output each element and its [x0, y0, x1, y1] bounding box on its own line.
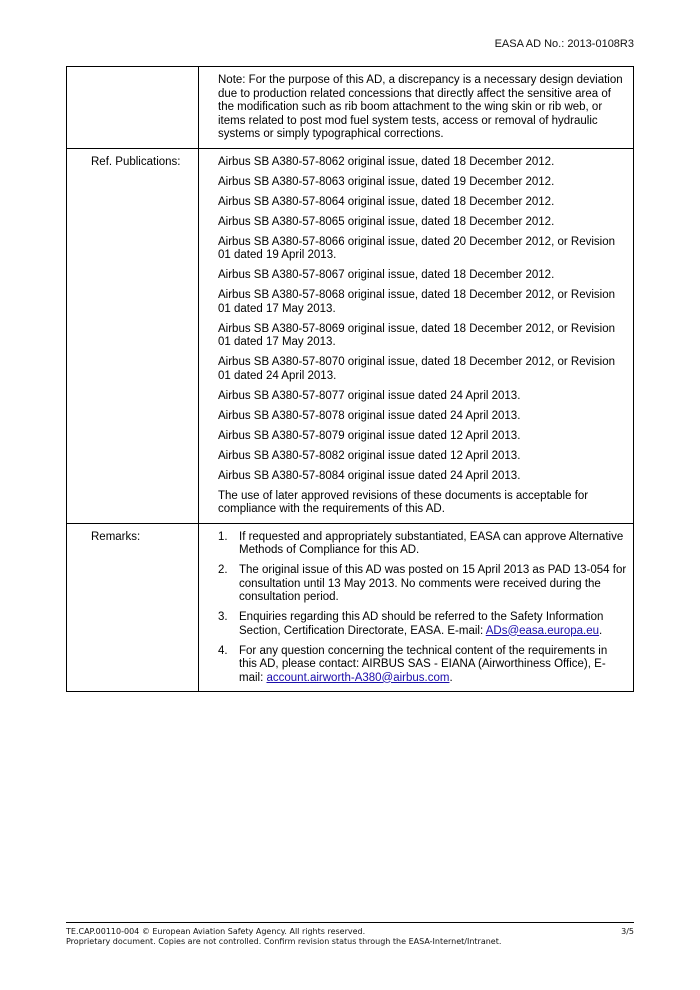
remark-text-container	[239, 611, 627, 638]
footer-divider	[66, 922, 634, 923]
remark-text: For any question concerning the technical content of the requirements in this AD, please contact: AIRBUS SAS - EIANA (Airworthiness Office), E-mail:	[239, 644, 608, 684]
page-footer	[66, 927, 634, 947]
ref-publications-cell	[199, 148, 634, 523]
publication-item: Airbus SB A380-57-8079 original issue dated 12 April 2013.	[218, 429, 521, 442]
publication-item: Airbus SB A380-57-8067 original issue, dated 18 December 2012.	[218, 269, 555, 281]
publication-item: Airbus SB A380-57-8063 original issue, dated 19 December 2012.	[218, 175, 555, 188]
note-row	[67, 67, 634, 149]
footer-copyright: TE.CAP.00110-004 © European Aviation Safety Agency. All rights reserved.	[66, 927, 366, 936]
page-number: 3/5	[621, 927, 634, 936]
publication-item: Airbus SB A380-57-8070 original issue, dated 18 December 2012, or Revision 01 dated 24 April 2013.	[218, 356, 615, 382]
note-text: Note: For the purpose of this AD, a discrepancy is a necessary design deviation due to production related concessions that directly affect the sensitive area of the modification such as rib boom attachment to the wing skin or rib web, or items related to post mod fuel system tests, access or removal of hydraulic systems or simply typographical corrections.	[218, 74, 623, 140]
publication-item: Airbus SB A380-57-8084 original issue dated 24 April 2013.	[218, 469, 521, 482]
publication-item: Airbus SB A380-57-8065 original issue, dated 18 December 2012.	[218, 215, 555, 228]
footer-disclaimer: Proprietary document. Copies are not controlled. Confirm revision status through the EASA-Internet/Intranet.	[66, 937, 502, 946]
ad-table	[66, 66, 634, 692]
remarks-list	[218, 531, 627, 686]
remark-text: Enquiries regarding this AD should be referred to the Safety Information Section, Certification Directorate, EASA. E-mail:	[239, 611, 604, 637]
publication-item: Airbus SB A380-57-8068 original issue, dated 18 December 2012, or Revision 01 dated 17 May 2013.	[218, 289, 615, 315]
remark-text-container	[239, 645, 627, 686]
remarks-cell	[199, 523, 634, 692]
publication-item: Airbus SB A380-57-8077 original issue dated 24 April 2013.	[218, 389, 521, 402]
airbus-email-link[interactable]: account.airworth-A380@airbus.com	[266, 671, 450, 684]
publication-item: Airbus SB A380-57-8062 original issue, dated 18 December 2012.	[218, 155, 555, 168]
remark-item	[218, 611, 627, 638]
publication-item: Airbus SB A380-57-8078 original issue dated 24 April 2013.	[218, 409, 521, 422]
footer-row	[66, 927, 634, 937]
publication-item: Airbus SB A380-57-8064 original issue, dated 18 December 2012.	[218, 195, 555, 208]
publication-item: Airbus SB A380-57-8082 original issue dated 12 April 2013.	[218, 449, 521, 462]
ref-publications-row	[67, 148, 634, 523]
ref-publications-label: Ref. Publications:	[67, 148, 199, 523]
remark-number: 2.	[218, 564, 228, 576]
publication-item: Airbus SB A380-57-8066 original issue, dated 20 December 2012, or Revision 01 dated 19 April 2013.	[218, 235, 615, 261]
remark-text: The original issue of this AD was posted on 15 April 2013 as PAD 13-054 for consultation until 13 May 2013. No comments were received during the consultation period.	[239, 564, 627, 603]
publication-closing: The use of later approved revisions of these documents is acceptable for compliance with the requirements of this AD.	[218, 489, 589, 515]
easa-email-link[interactable]: ADs@easa.europa.eu	[485, 624, 600, 637]
remark-item	[218, 645, 627, 686]
note-label-cell	[67, 67, 199, 149]
remark-number: 4.	[218, 644, 228, 657]
remark-item	[218, 531, 627, 558]
publication-item: Airbus SB A380-57-8069 original issue, dated 18 December 2012, or Revision 01 dated 17 May 2013.	[218, 322, 615, 348]
remark-text: If requested and appropriately substantiated, EASA can approve Alternative Methods of Compliance for this AD.	[239, 530, 624, 556]
remark-text-end: .	[449, 671, 453, 684]
remarks-label: Remarks:	[67, 523, 199, 692]
remark-item	[218, 564, 627, 605]
remark-text-end: .	[599, 624, 603, 637]
note-cell	[199, 67, 634, 149]
ad-number-header: EASA AD No.: 2013-0108R3	[494, 38, 634, 50]
remark-number: 3.	[218, 611, 228, 623]
remarks-row	[67, 523, 634, 692]
remark-number: 1.	[218, 530, 228, 543]
